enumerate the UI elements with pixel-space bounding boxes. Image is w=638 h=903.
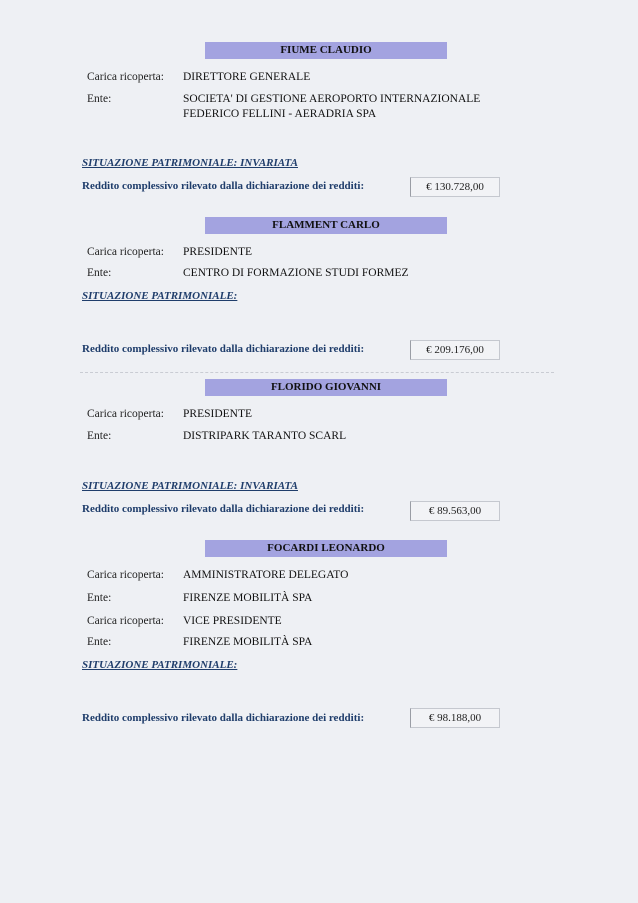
ente-value: FIRENZE MOBILITÀ SPA <box>183 636 313 648</box>
ente-label: Ente: <box>87 267 112 279</box>
reddito-label: Reddito complessivo rilevato dalla dichiarazione dei redditi: <box>82 180 365 192</box>
reddito-amount: € 130.728,00 <box>410 177 500 197</box>
carica-label: Carica ricoperta: <box>87 71 164 83</box>
ente-value: CENTRO DI FORMAZIONE STUDI FORMEZ <box>183 267 409 279</box>
carica-value: VICE PRESIDENTE <box>183 615 282 627</box>
reddito-amount: € 89.563,00 <box>410 501 500 521</box>
ente-label: Ente: <box>87 592 112 604</box>
carica-label: Carica ricoperta: <box>87 246 164 258</box>
person-name-header: FLAMMENT CARLO <box>205 217 447 234</box>
reddito-label: Reddito complessivo rilevato dalla dichiarazione dei redditi: <box>82 712 365 724</box>
person-name-header: FOCARDI LEONARDO <box>205 540 447 557</box>
situazione-patrimoniale: SITUAZIONE PATRIMONIALE: <box>82 290 238 302</box>
ente-value: DISTRIPARK TARANTO SCARL <box>183 430 347 442</box>
carica-label: Carica ricoperta: <box>87 408 164 420</box>
ente-label: Ente: <box>87 430 112 442</box>
carica-value: AMMINISTRATORE DELEGATO <box>183 569 349 581</box>
reddito-amount: € 98.188,00 <box>410 708 500 728</box>
person-name-header: FIUME CLAUDIO <box>205 42 447 59</box>
carica-value: PRESIDENTE <box>183 408 252 420</box>
carica-value: PRESIDENTE <box>183 246 252 258</box>
ente-label: Ente: <box>87 93 112 105</box>
carica-label: Carica ricoperta: <box>87 569 164 581</box>
carica-label: Carica ricoperta: <box>87 615 164 627</box>
situazione-patrimoniale: SITUAZIONE PATRIMONIALE: INVARIATA <box>82 480 298 492</box>
ente-value: FIRENZE MOBILITÀ SPA <box>183 592 313 604</box>
ente-label: Ente: <box>87 636 112 648</box>
ente-value: SOCIETA' DI GESTIONE AEROPORTO INTERNAZIONALE FEDERICO FELLINI - AERADRIA SPA <box>183 93 481 120</box>
person-name-header: FLORIDO GIOVANNI <box>205 379 447 396</box>
carica-value: DIRETTORE GENERALE <box>183 71 311 83</box>
reddito-label: Reddito complessivo rilevato dalla dichiarazione dei redditi: <box>82 503 365 515</box>
situazione-patrimoniale: SITUAZIONE PATRIMONIALE: <box>82 659 238 671</box>
reddito-amount: € 209.176,00 <box>410 340 500 360</box>
divider <box>80 372 554 373</box>
reddito-label: Reddito complessivo rilevato dalla dichiarazione dei redditi: <box>82 343 365 355</box>
situazione-patrimoniale: SITUAZIONE PATRIMONIALE: INVARIATA <box>82 157 298 169</box>
